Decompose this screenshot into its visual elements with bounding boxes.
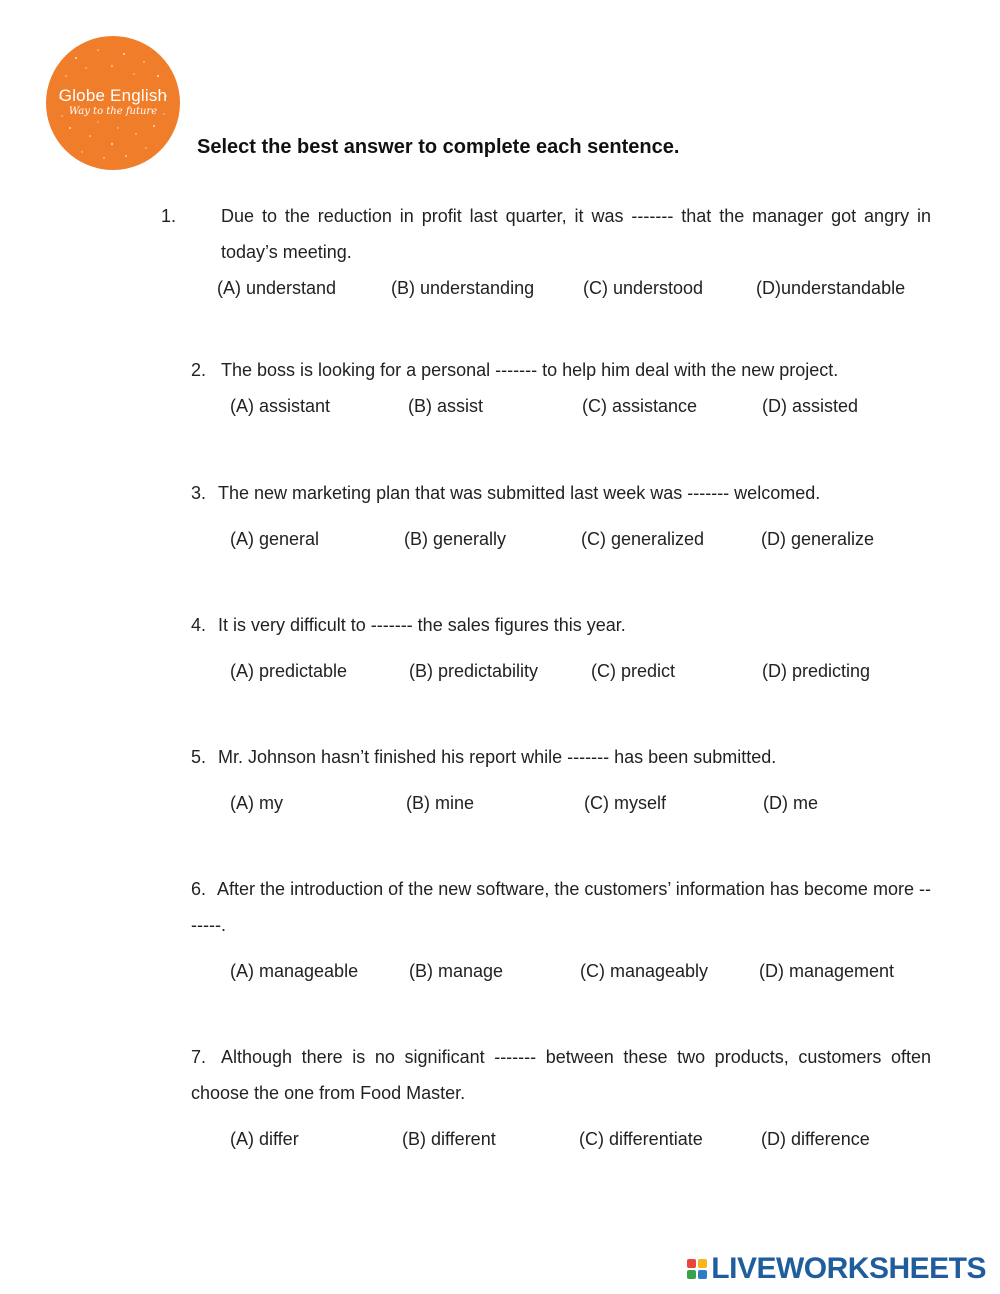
question-number: 7.	[191, 1047, 207, 1067]
question-sentence: Although there is no significant ------- between these two products, customers often choose the one from Food Master.	[191, 1047, 931, 1103]
question-2	[191, 352, 931, 424]
option-b[interactable]: (B) different	[402, 1129, 496, 1149]
option-a[interactable]: (A) differ	[230, 1129, 299, 1149]
question-sentence: Due to the reduction in profit last quarter, it was ------- that the manager got angry in today’s meeting.	[221, 206, 931, 262]
question-sentence: After the introduction of the new software, the customers’ information has become more -------.	[191, 879, 931, 935]
answer-options	[191, 953, 931, 989]
liveworksheets-logo-icon	[687, 1259, 707, 1279]
option-a[interactable]: (A) general	[230, 529, 320, 549]
question-number: 4.	[191, 615, 207, 635]
option-c[interactable]: (C) myself	[584, 793, 666, 813]
option-d[interactable]: (D) generalize	[761, 529, 875, 549]
question-sentence: The new marketing plan that was submitted last week was ------- welcomed.	[218, 483, 821, 503]
question-1	[161, 198, 931, 306]
question-number: 3.	[191, 483, 207, 503]
option-b[interactable]: (B) manage	[409, 961, 504, 981]
question-number: 1.	[161, 206, 177, 226]
question-text	[161, 198, 931, 270]
question-text	[191, 1039, 931, 1111]
option-a[interactable]: (A) understand	[217, 278, 337, 298]
answer-options	[191, 1121, 931, 1157]
question-text	[191, 607, 931, 643]
question-3	[191, 475, 931, 557]
option-d[interactable]: (D) management	[759, 961, 895, 981]
option-a[interactable]: (A) assistant	[230, 396, 331, 416]
logo-subtitle: Way to the future	[68, 106, 158, 117]
question-text	[191, 871, 931, 943]
question-4	[191, 607, 931, 689]
option-b[interactable]: (B) understanding	[391, 278, 535, 298]
option-d[interactable]: (D) assisted	[762, 396, 859, 416]
answer-options	[191, 521, 931, 557]
question-6	[191, 871, 931, 989]
option-a[interactable]: (A) predictable	[230, 661, 348, 681]
liveworksheets-brand	[687, 1252, 986, 1286]
question-sentence: The boss is looking for a personal ------- to help him deal with the new project.	[221, 360, 839, 380]
question-5	[191, 739, 931, 821]
question-number: 5.	[191, 747, 207, 767]
option-c[interactable]: (C) generalized	[581, 529, 705, 549]
question-7	[191, 1039, 931, 1157]
answer-options	[191, 270, 931, 306]
question-text	[191, 739, 931, 775]
answer-options	[191, 785, 931, 821]
option-b[interactable]: (B) mine	[406, 793, 475, 813]
instructions-heading: Select the best answer to complete each sentence.	[197, 136, 680, 158]
option-a[interactable]: (A) manageable	[230, 961, 359, 981]
answer-options	[191, 653, 931, 689]
question-text	[191, 475, 931, 511]
question-sentence: Mr. Johnson hasn’t finished his report while ------- has been submitted.	[218, 747, 777, 767]
option-d[interactable]: (D)understandable	[756, 278, 906, 298]
option-c[interactable]: (C) predict	[591, 661, 676, 681]
option-d[interactable]: (D) predicting	[762, 661, 871, 681]
option-d[interactable]: (D) difference	[761, 1129, 870, 1149]
globe-english-logo	[46, 36, 180, 170]
question-sentence: It is very difficult to ------- the sales figures this year.	[218, 615, 626, 635]
liveworksheets-wordmark: LIVEWORKSHEETS	[711, 1252, 986, 1285]
option-c[interactable]: (C) manageably	[580, 961, 709, 981]
option-c[interactable]: (C) assistance	[582, 396, 698, 416]
option-c[interactable]: (C) differentiate	[579, 1129, 703, 1149]
option-b[interactable]: (B) predictability	[409, 661, 539, 681]
option-d[interactable]: (D) me	[763, 793, 818, 813]
option-c[interactable]: (C) understood	[583, 278, 704, 298]
option-b[interactable]: (B) generally	[404, 529, 507, 549]
answer-options	[191, 388, 931, 424]
logo-title: Globe English	[58, 86, 168, 105]
question-text	[191, 352, 931, 388]
question-number: 6.	[191, 879, 207, 899]
option-b[interactable]: (B) assist	[408, 396, 484, 416]
option-a[interactable]: (A) my	[230, 793, 283, 813]
question-number: 2.	[191, 360, 207, 380]
